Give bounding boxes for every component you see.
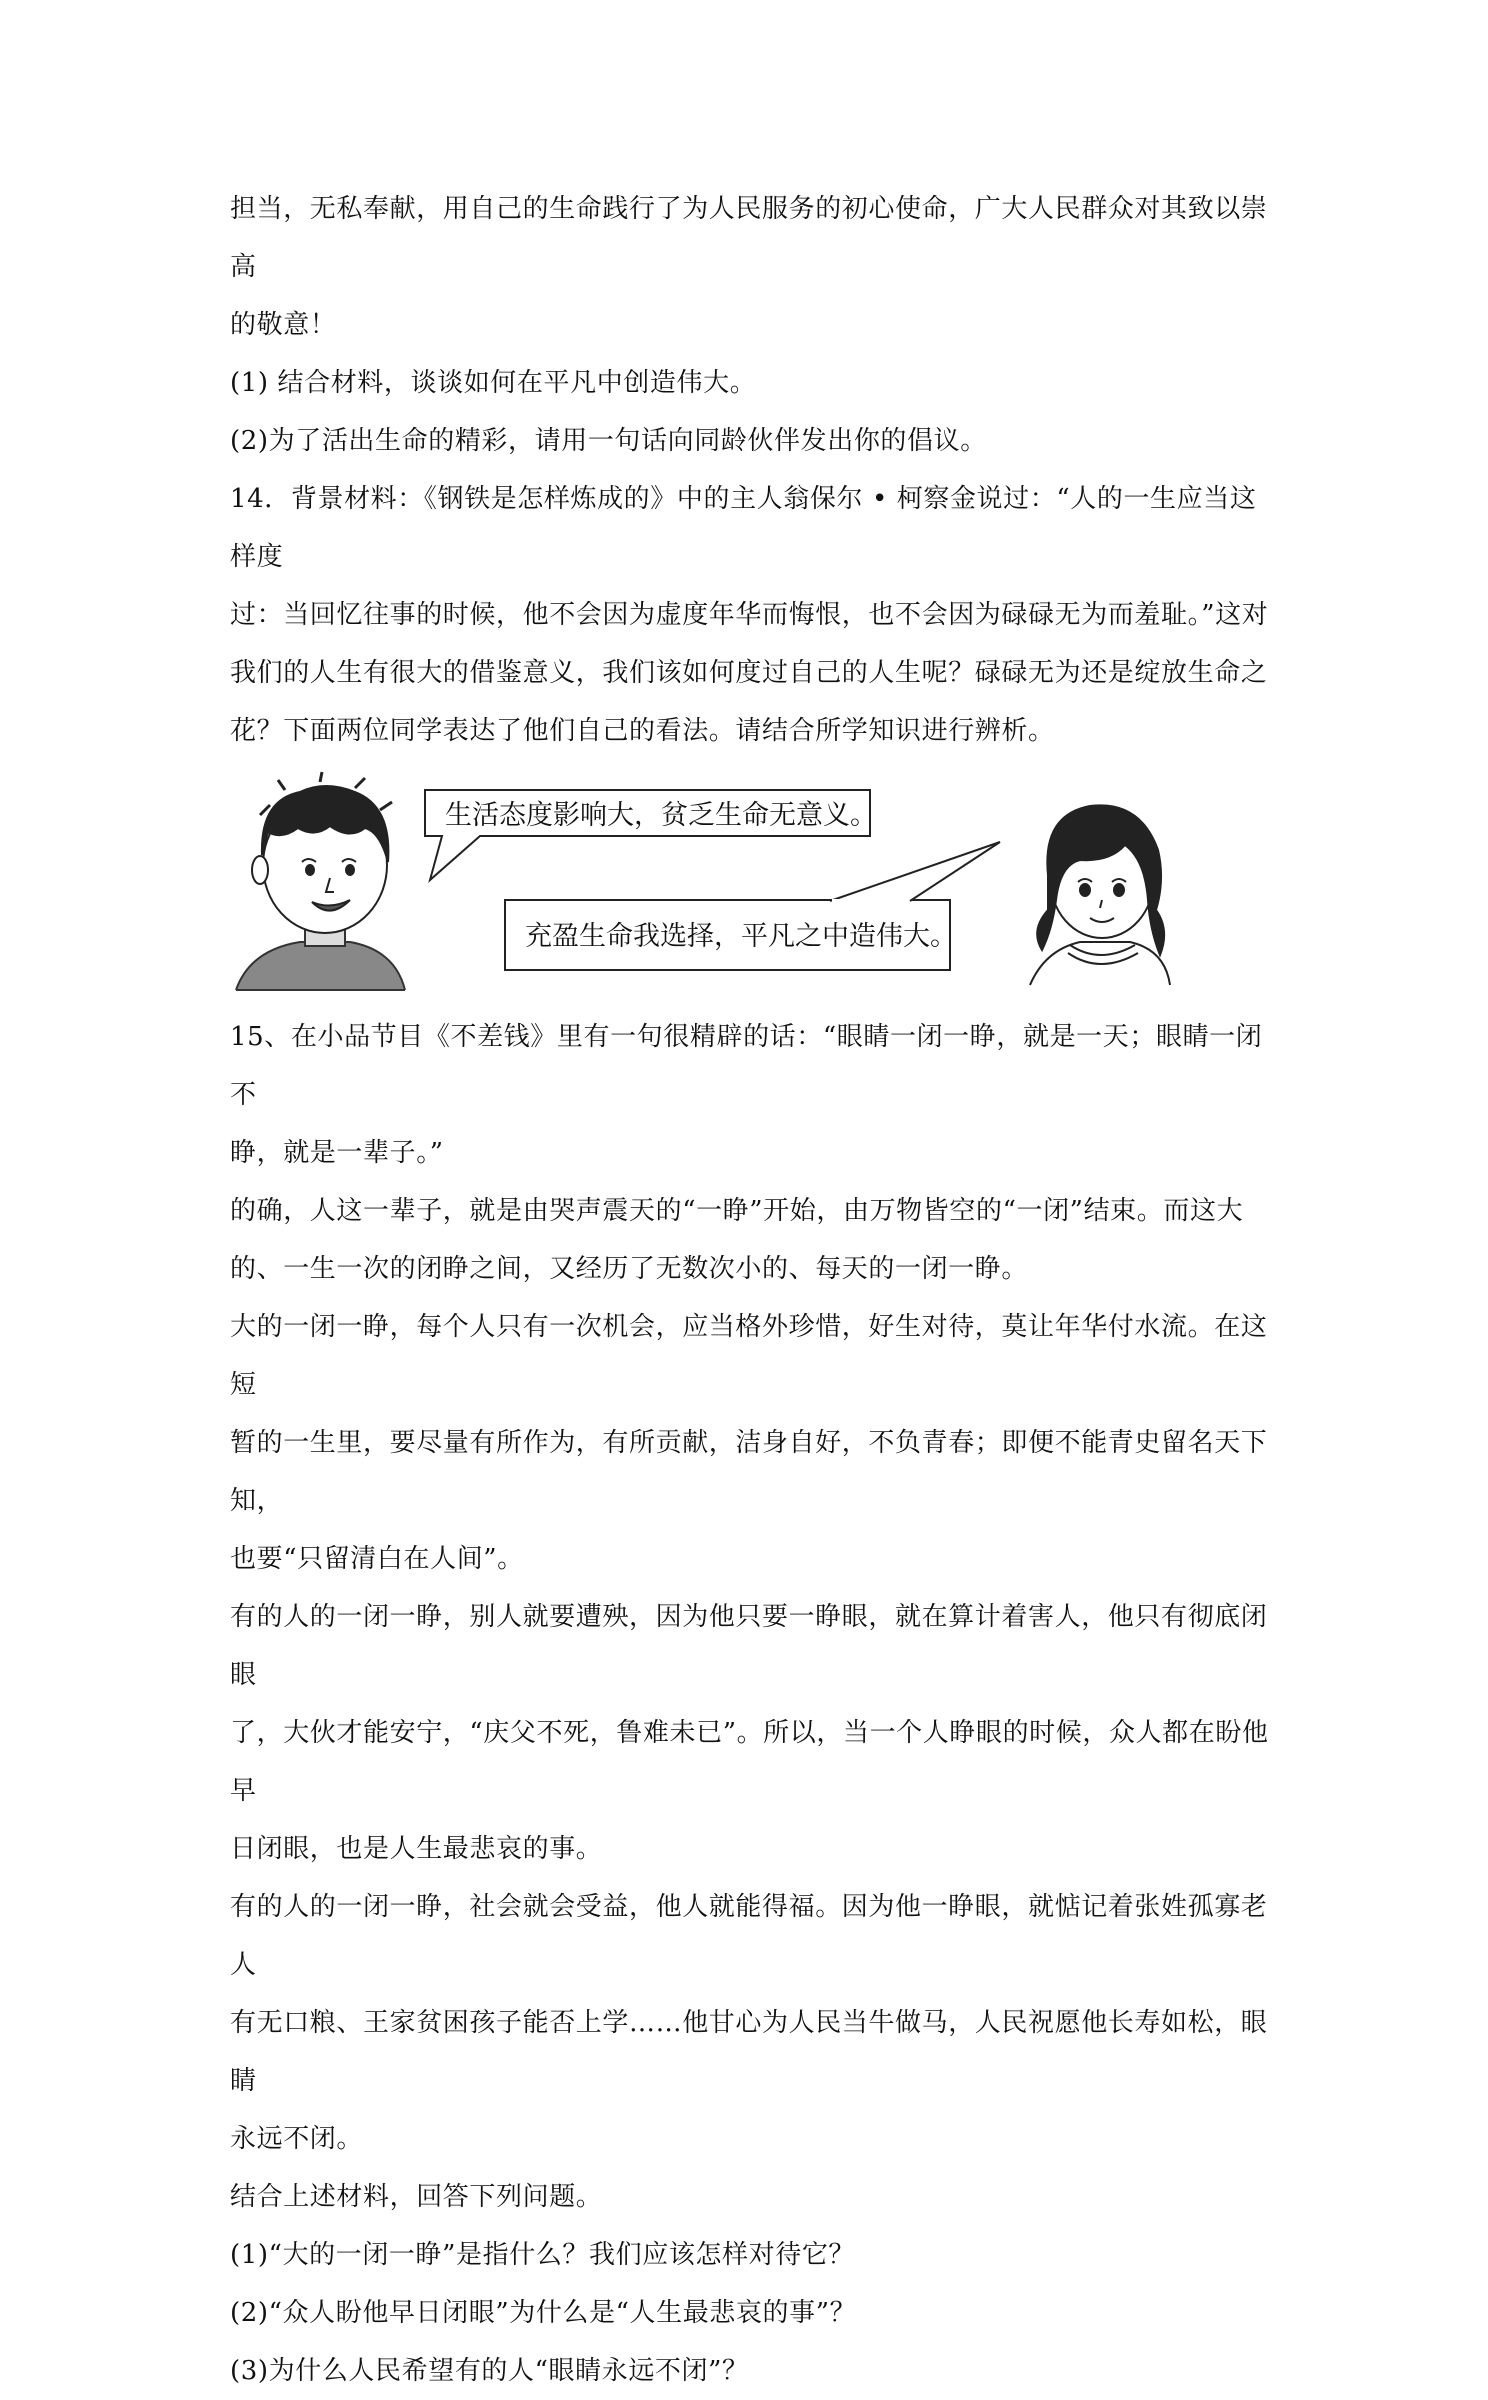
paragraph-line: 永远不闭。 xyxy=(230,2124,364,2154)
girl-illustration xyxy=(1030,805,1170,985)
paragraph-line: 过：当回忆往事的时候，他不会因为虚度年华而悔恨，也不会因为碌碌无为而羞耻。”这对 xyxy=(230,600,1269,630)
paragraph-line: 也要“只留清白在人间”。 xyxy=(230,1544,524,1574)
dialogue-figure xyxy=(230,770,1270,1000)
paragraph-line: 大的一闭一睁，每个人只有一次机会，应当格外珍惜，好生对待，莫让年华付水流。在这短 xyxy=(230,1312,1268,1400)
boy-speech-bubble xyxy=(425,790,877,880)
boy-illustration xyxy=(236,772,405,990)
paragraph-line: 的敬意！ xyxy=(230,310,337,340)
paragraph-line: 15、在小品节目《不差钱》里有一句很精辟的话：“眼睛一闭一睁，就是一天；眼睛一闭不 xyxy=(230,1022,1263,1110)
paragraph-line: 的确，人这一辈子，就是由哭声震天的“一睁”开始，由万物皆空的“一闭”结束。而这大 xyxy=(230,1196,1244,1226)
question-line: (1)“大的一闭一睁”是指什么？我们应该怎样对待它？ xyxy=(230,2240,856,2270)
question-line: (2)为了活出生命的精彩，请用一句话向同龄伙伴发出你的倡议。 xyxy=(230,426,987,456)
girl-speech-bubble xyxy=(505,842,1000,970)
paragraph-line: 结合上述材料，回答下列问题。 xyxy=(230,2182,603,2212)
boy-bubble-text: 生活态度影响大，贫乏生命无意义。 xyxy=(445,800,877,831)
document-body xyxy=(230,180,1270,2400)
paragraph-line: 14．背景材料：《钢铁是怎样炼成的》中的主人翁保尔 • 柯察金说过：“人的一生应当这样度 xyxy=(230,484,1257,572)
paragraph-line: 有无口粮、王家贫困孩子能否上学……他甘心为人民当牛做马，人民祝愿他长寿如松，眼睛 xyxy=(230,2008,1268,2096)
question-line: (1) 结合材料，谈谈如何在平凡中创造伟大。 xyxy=(230,368,757,398)
paragraph-line: 花？下面两位同学表达了他们自己的看法。请结合所学知识进行辨析。 xyxy=(230,716,1055,746)
paragraph-line: 我们的人生有很大的借鉴意义，我们该如何度过自己的人生呢？碌碌无为还是绽放生命之 xyxy=(230,658,1268,688)
paragraph-line: 有的人的一闭一睁，社会就会受益，他人就能得福。因为他一睁眼，就惦记着张姓孤寡老人 xyxy=(230,1892,1268,1980)
paragraph-line: 睁，就是一辈子。” xyxy=(230,1138,444,1168)
dialogue-illustration xyxy=(230,770,1270,1000)
paragraph-line: 的、一生一次的闭睁之间，又经历了无数次小的、每天的一闭一睁。 xyxy=(230,1254,1029,1284)
paragraph-line: 日闭眼，也是人生最悲哀的事。 xyxy=(230,1834,603,1864)
question-line: (2)“众人盼他早日闭眼”为什么是“人生最悲哀的事”？ xyxy=(230,2298,857,2328)
girl-bubble-text: 充盈生命我选择，平凡之中造伟大。 xyxy=(525,921,957,952)
paragraph-line: 担当，无私奉献，用自己的生命践行了为人民服务的初心使命，广大人民群众对其致以崇高 xyxy=(230,194,1268,282)
paragraph-line: 了，大伙才能安宁，“庆父不死，鲁难未已”。所以，当一个人睁眼的时候，众人都在盼他早 xyxy=(230,1718,1269,1806)
paragraph-line: 有的人的一闭一睁，别人就要遭殃，因为他只要一睁眼，就在算计着害人，他只有彻底闭眼 xyxy=(230,1602,1268,1690)
paragraph-line: 暂的一生里，要尽量有所作为，有所贡献，洁身自好，不负青春；即便不能青史留名天下知， xyxy=(230,1428,1268,1516)
question-line: (3)为什么人民希望有的人“眼睛永远不闭”？ xyxy=(230,2356,749,2386)
